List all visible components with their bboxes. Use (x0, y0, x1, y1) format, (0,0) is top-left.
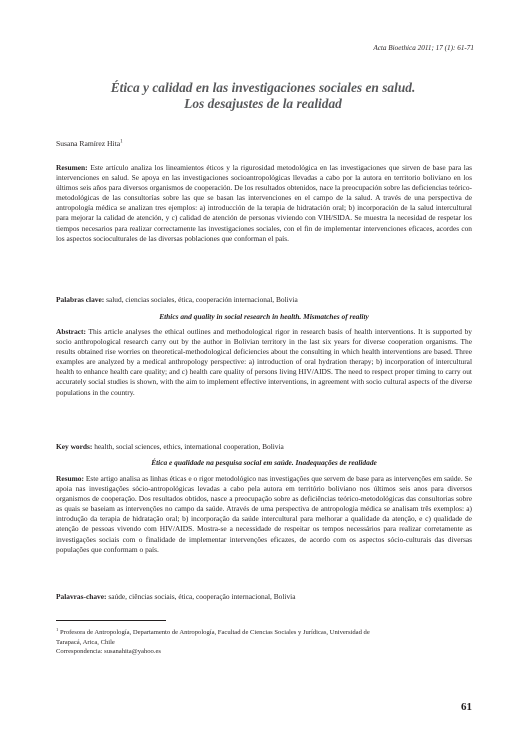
footnote-mark: 1 (56, 627, 59, 632)
journal-reference: Acta Bioethica 2011; 17 (1): 61-71 (373, 44, 474, 52)
key-words-text: health, social sciences, ethics, international cooperation, Bolivia (94, 442, 284, 451)
portuguese-title: Ética e qualidade na pesquisa social em saúde. Inadequações de realidade (151, 458, 377, 467)
english-title: Ethics and quality in social research in health. Mismatches of reality (159, 312, 369, 321)
palabras-clave (56, 295, 472, 305)
title-line-2: Los desajustes de la realidad (184, 96, 342, 111)
abstract-text: This article analyses the ethical outlines and methodological rigor in research basis of health interventions. It is supported by socio anthropological research carry out by the author in Bolivian territory in the last six years for diverse cooperation organisms. The results obtained rise worries on theoretical-methodological deficiencies about the consulting in which health interventions are based. Three examples are analyzed by a medical anthropology perspective: a) introduction of oral hydration therapy; b) incorporation of intercultural health to enhance health care quality; and c) health care quality of persons living HIV/AIDS. The need to respect proper timing to carry out accurately social studies is shown, with the aim to implement effective interventions, in agreement with socio cultural aspects of the diverse populations in the country. (56, 327, 472, 397)
palabras-clave-text: salud, ciencias sociales, ética, cooperación internacional, Bolivia (106, 295, 298, 304)
article-title (56, 80, 470, 112)
abstract-paragraph (56, 327, 472, 398)
footnote (56, 625, 472, 656)
palavras-chave-text: saúde, ciências sociais, ética, cooperação internacional, Bolivia (108, 592, 296, 601)
resumo-text: Este artigo analisa as linhas éticas e o rigor metodológico nas investigações que servem de base para as intervenções em saúde. Se apoia nas investigações sócio-antropológicas levadas a cabo pela autora em território boliviano nos últimos seis anos para diversos organismos de cooperação. Dos resultados obtidos, nasce a preocupação sobre as deficiências teórico-metodológicas das consultorias sobre as quais se baseiam as intervenções no campo da saúde. Através de uma perspectiva de antropologia médica se analisam três exemplos: a) introdução da terapia de hidratação oral; b) incorporação da saúde intercultural para melhorar a qualidade da atenção, e c) qualidade de atenção de pessoas vivendo com HIV/AIDS. Mostra-se a necessidade de respeitar os tempos necessários para realizar corretamente as investigações sociais com o finalidade de implementar intervenções eficazes, de acordo com os aspectos sócio-culturais das diversas populações que conformam o país. (56, 474, 472, 554)
footnote-affiliation (56, 625, 472, 638)
footnote-line-2: Tarapacá, Arica, Chile (56, 638, 115, 646)
palavras-chave (56, 592, 472, 602)
palabras-clave-label: Palabras clave: (56, 295, 105, 304)
resumo-paragraph (56, 474, 472, 555)
resumen-text: Este artículo analiza los lineamientos éticos y la rigurosidad metodológica en las investigaciones que sirven de base para las intervenciones en salud. Se apoya en las investigaciones socioantropológicas llevadas a cabo por la autora en territorio boliviano en los últimos seis años para diversos organismos de cooperación. De los resultados obtenidos, nace la preocupación sobre las deficiencias teórico-metodológicas de las consultorías sobre las que se basan las intervenciones en el campo de la salud. A través de una perspectiva de antropología médica se analizan tres ejemplos: a) introducción de la terapia de hidratación oral; b) incorporación de la salud intercultural para mejorar la calidad de atención, y c) calidad de atención de personas viviendo con VIH/SIDA. Se muestra la necesidad de respetar los tiempos necesarios para realizar correctamente las investigaciones sociales, con el fin de implementar intervenciones eficaces, acordes con los aspectos socioculturales de las diversas poblaciones que conforman el país. (56, 163, 472, 243)
key-words (56, 442, 472, 452)
resumen-label: Resumen: (56, 163, 88, 172)
page-number: 61 (461, 701, 472, 713)
palavras-chave-label: Palavras-chave: (56, 592, 107, 601)
footnote-divider (56, 620, 166, 621)
resumen-paragraph (56, 163, 472, 244)
author-footnote-mark: 1 (120, 139, 123, 145)
footnote-correspondence: Correspondencia: susanahita@yahoo.es (56, 648, 161, 655)
key-words-label: Key words: (56, 442, 93, 451)
abstract-label: Abstract: (56, 327, 86, 336)
author-text: Susana Ramírez Hita (56, 139, 121, 148)
author-name (56, 139, 123, 148)
footnote-line-1: Profesora de Antropología, Departamento de Antropología, Facultad de Ciencias Sociales y Jurídicas, Universidad de (59, 629, 370, 637)
title-line-1: Ética y calidad en las investigaciones sociales en salud. (110, 80, 416, 95)
resumo-label: Resumo: (56, 474, 84, 483)
